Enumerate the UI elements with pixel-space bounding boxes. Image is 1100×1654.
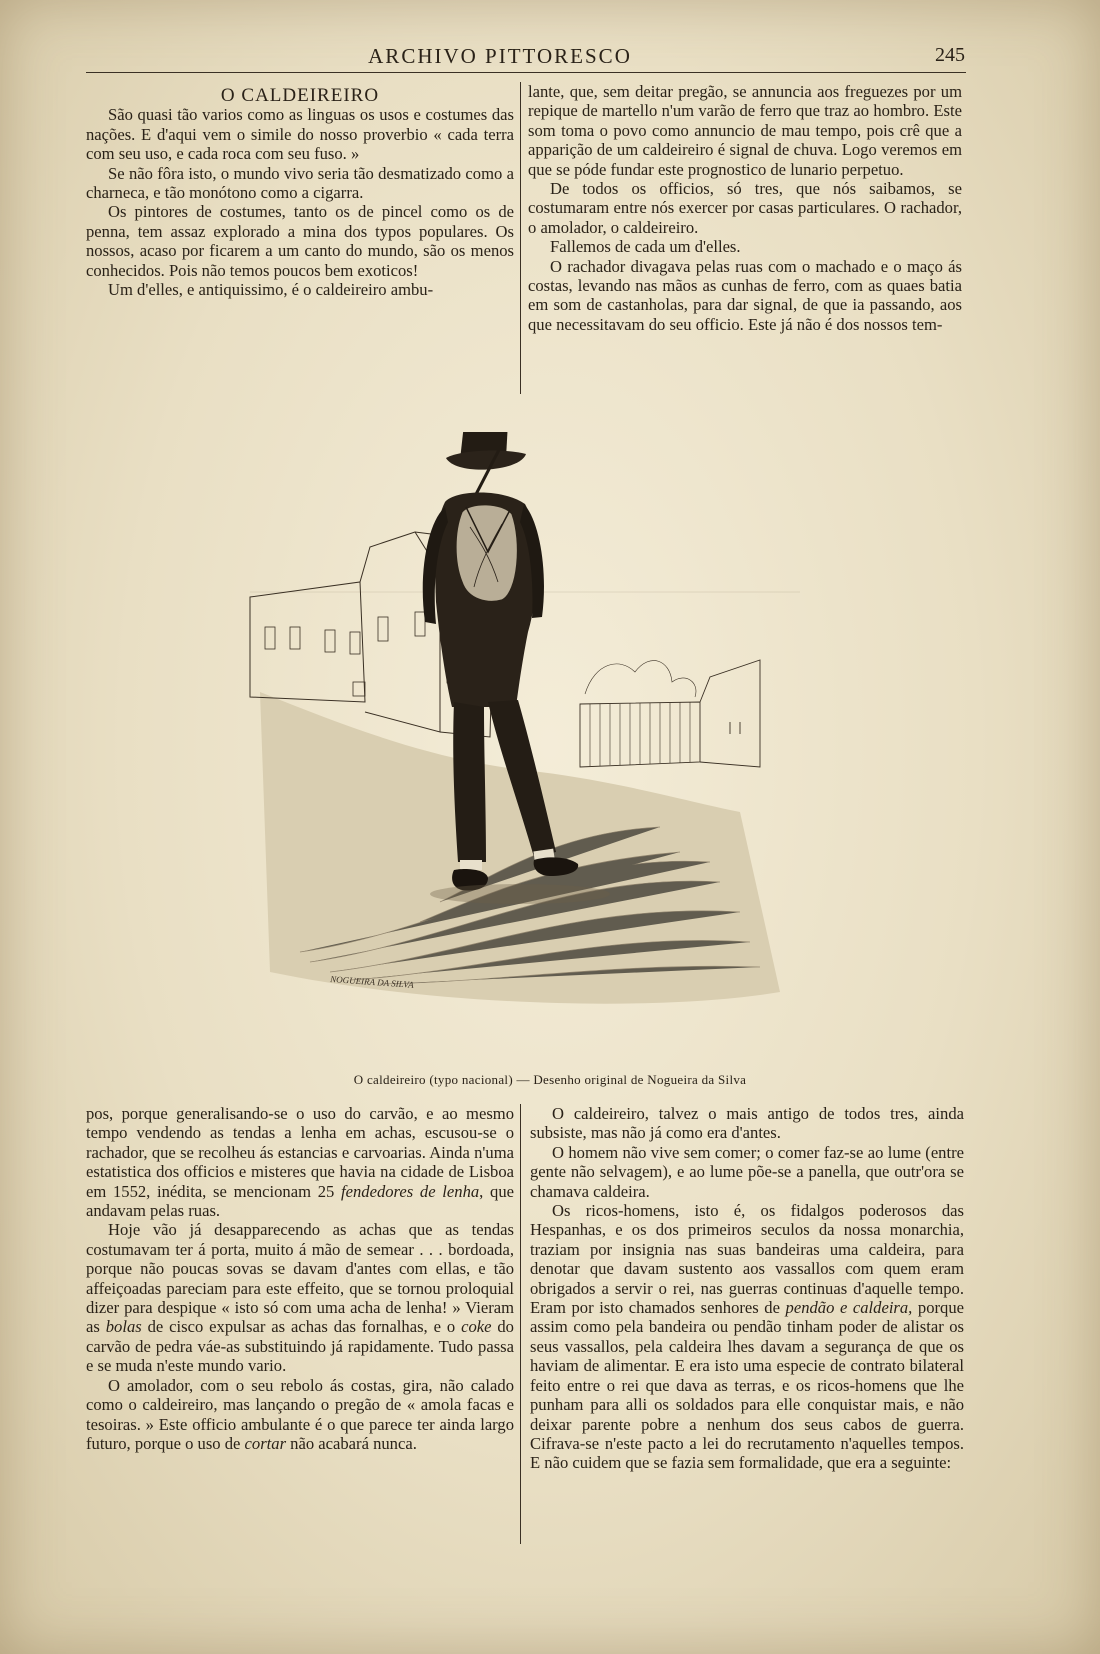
page-number: 245 xyxy=(935,44,965,66)
paragraph: Fallemos de cada um d'elles. xyxy=(550,237,741,257)
paragraph: O homem não vive sem comer; o comer faz-se ao lume (entre gente não selvagem), e ao lume põe-se a panella, que outr'ora se chamava caldeira. xyxy=(530,1142,964,1201)
column-top-right xyxy=(528,82,962,392)
paragraph: Hoje vão já desapparecendo as achas que as tendas costumavam ter á porta, muito á mão de semear . . . bordoada, porque não poucas sovas se davam d'antes com ellas, e tão affeiçoadas pareciam para este effeito, que se tornou proloquial dizer para despique « isto só com uma acha de lenha! » Vieram as bolas de cisco expulsar as achas das fornalhas, e o coke do carvão de pedra váe-as substituindo já rapidamente. Tudo passa e se muda n'este mundo vario. xyxy=(86,1220,514,1376)
paragraph: Os ricos-homens, isto é, os fidalgos poderosos das Hespanhas, e os dos primeiros seculos da nossa monarchia, traziam por insignia nas suas bandeiras uma caldeira, para denotar que davam sustento aos vassallos com quem eram obrigados a servir o rei, nas guerras continuas d'aquelle tempo. Eram por isto chamados senhores de pendão e caldeira, porque assim como pela bandeira ou pendão tinham poder de alistar os seus vassallos, pela caldeira lhes davam a segurança de que os haviam de alimentar. E era isto uma especie de contrato bilateral feito entre o rei que dava as terras, e os ricos-homens que lhe punham para alli os soldados para elle conquistar mais, e não deixar parente pobre a nenhum dos seus cabos de guerra. Cifrava-se n'este pacto a lei do recrutamento n'aquelles tempos. E não cuidem que se fazia sem formalidade, que era a seguinte: xyxy=(530,1201,964,1473)
paragraph: pos, porque generalisando-se o uso do carvão, e ao mesmo tempo vendendo as tendas a lenha em achas, escusou-se o rachador, que se recolheu ás estancias e carvoarias. Ainda n'uma estatistica dos officios e misteres que havia na cidade de Lisboa em 1552, inédita, se mencionam 25 fendedores de lenha, que andavam pelas ruas. xyxy=(86,1104,514,1221)
emphasis: cortar xyxy=(244,1433,287,1453)
paragraph: lante, que, sem deitar pregão, se annuncia aos freguezes por um repique de martello n'um varão de ferro que traz ao hombro. Este som toma o povo como annuncio de mau tempo, pois crê que a apparição de um caldeireiro é signal de chuva. Logo veremos em que se póde fundar este prognostico de lunario perpetuo. xyxy=(528,82,962,179)
emphasis: pendão e caldeira, xyxy=(785,1298,913,1318)
paragraph: O caldeireiro, talvez o mais antigo de todos tres, ainda subsiste, mas não já como era d'antes. xyxy=(530,1104,964,1143)
artist-signature: NOGUEIRA DA SILVA xyxy=(329,974,415,990)
paragraph: De todos os officios, só tres, que nós saibamos, se costumaram entre nós exercer por casas particulares. O rachador, o amolador, o caldeireiro. xyxy=(528,179,962,237)
emphasis: coke xyxy=(461,1317,492,1337)
column-top-left xyxy=(86,86,514,391)
fence-right xyxy=(580,660,760,767)
running-header-title: ARCHIVO PITTORESCO xyxy=(368,44,632,68)
column-bottom-left xyxy=(86,1104,514,1544)
paragraph: Se não fôra isto, o mundo vivo seria tão desmatizado como a charneca, e tão monótono como a cigarra. xyxy=(86,163,514,203)
paragraph: São quasi tão varios como as linguas os usos e costumes das nações. E d'aqui vem o simile do nosso proverbio « cada terra com seu uso, e cada roca com seu fuso. » xyxy=(86,105,514,164)
paragraph: O amolador, com o seu rebolo ás costas, gira, não calado como o caldeireiro, mas lançando o pregão de « amola facas e tesoiras. » Este officio ambulante é o que parece ter ainda largo futuro, porque o uso de cortar não acabará nunca. xyxy=(86,1375,514,1453)
paragraph: O rachador divagava pelas ruas com o machado e o maço ás costas, levando nas mãos as cunhas de ferro, com as quaes batia em som de castanholas, para dar signal, de que ia passando, aos que necessitavam do seu officio. Este já não é dos nossos tem- xyxy=(528,256,962,334)
illustration-caption: O caldeireiro (typo nacional) — Desenho original de Nogueira da Silva xyxy=(353,1072,747,1087)
article-title: O CALDEIREIRO xyxy=(220,85,380,106)
engraving-illustration xyxy=(240,432,800,1032)
column-divider xyxy=(520,82,521,394)
column-divider xyxy=(520,1104,521,1544)
column-bottom-right xyxy=(530,1104,964,1544)
header-rule xyxy=(86,72,966,73)
paragraph: Os pintores de costumes, tanto os de pincel como os de penna, tem assaz explorado a mina dos typos populares. Os nossos, acaso por ficarem a um canto do mundo, são os menos conhecidos. Pois não temos poucos bem exoticos! xyxy=(86,202,514,280)
emphasis: bolas xyxy=(105,1317,142,1337)
emphasis: fendedores de lenha xyxy=(341,1181,480,1201)
paragraph: Um d'elles, e antiquissimo, é o caldeireiro ambu- xyxy=(108,280,434,300)
